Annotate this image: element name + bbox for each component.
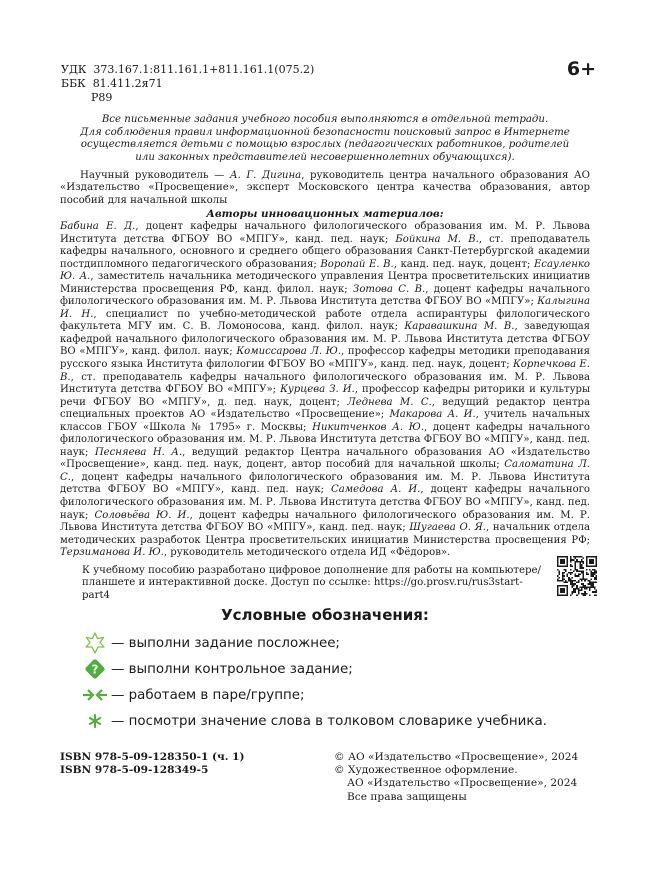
- author-name: Соловьёва Ю. И.: [94, 509, 190, 521]
- author-description: , доцент кафедры начального филологического образования им. М. Р. Львова Института детства ФГБОУ ВО «МПГУ»;: [60, 283, 590, 308]
- author-name: Калыгина И. Н.: [60, 296, 590, 320]
- author-description: , профессор кафедры риторики и культуры речи ФГБОУ ВО «МПГУ», д. пед. наук, доцент;: [60, 384, 591, 408]
- legend-title: Условные обозначения:: [221, 606, 429, 624]
- notice-line: или законных представителей несовершеннолетних обучающихся).: [135, 151, 515, 163]
- pair-arrows-icon: [81, 684, 109, 706]
- author-name: Терзиманова И. Ю.: [60, 547, 164, 559]
- author-description: , доцент кафедры начального филологического образования им. М. Р. Львова Института детства ФГБОУ ВО «МПГУ», канд. пед. наук;: [60, 471, 590, 496]
- star-outline-icon: [81, 632, 109, 654]
- author-description: , ведущий редактор центра специальных проектов АО «Издательство «Просвещение»;: [60, 396, 591, 421]
- author-name: Зотова С. В.: [353, 283, 426, 295]
- copyright-line: © Художественное оформление.: [334, 764, 518, 777]
- udk-line: УДК 373.167.1:811.161.1+811.161.1(075.2): [61, 63, 315, 76]
- author-description: , учитель начальных классов ГБОУ «Школа № 1795» г. Москвы;: [60, 409, 590, 433]
- asterisk-icon: [81, 710, 109, 732]
- author-name: Бабина Е. Д.: [60, 221, 136, 232]
- author-name: Курцева З. И.: [280, 384, 355, 396]
- author-description: , ст. преподаватель кафедры начального, основного и среднего общего образования Санкт-Петербургской академии постдипломного педагогического образования;: [60, 233, 591, 270]
- author-name: Комиссарова Л. Ю.: [236, 346, 342, 358]
- age-rating: 6+: [566, 58, 596, 80]
- authors-paragraph: [60, 221, 590, 560]
- isbn-block: [60, 751, 245, 777]
- isbn-line: ISBN 978-5-09-128350-1 (ч. 1): [60, 751, 245, 763]
- author-name: Песняева Н. А.: [94, 446, 183, 458]
- author-description: , доцент кафедры начального филологического образования им. М. Р. Львова Института детства ФГБОУ ВО «МПГУ», канд. пед. наук;: [60, 221, 591, 245]
- author-name: Воропай Е. В.: [320, 258, 394, 270]
- author-name: Корпечкова Е. В.: [60, 359, 590, 383]
- author-description: , специалист по учебно-методической работе отдела аспирантуры филологического факультета МГУ им. С. В. Ломоносова, канд. филол. наук;: [60, 308, 590, 333]
- author-description: , доцент кафедры начального филологического образования им. М. Р. Львова Института детства ФГБОУ ВО «МПГУ», канд. пед. наук;: [60, 509, 590, 534]
- author-name: Самедова А. И.: [331, 484, 421, 496]
- authors-heading: Авторы инновационных материалов:: [206, 208, 444, 220]
- question-diamond-icon: [81, 658, 109, 680]
- isbn-line: ISBN 978-5-09-128349-5: [60, 764, 209, 776]
- author-name: Леднева М. С.: [347, 396, 432, 408]
- author-description: , заместитель начальника методического управления Центра просветительских инициатив Министерства просвещения РФ, канд. филол. наук;: [60, 271, 590, 295]
- author-mark: Р89: [91, 91, 113, 104]
- legend-item-control-task: ? — выполни контрольное задание;: [81, 658, 353, 680]
- author-description: , доцент кафедры начального филологического образования им. М. Р. Львова Института детства ФГБОУ ВО «МПГУ», канд. пед. наук;: [60, 421, 590, 458]
- author-description: , ведущий редактор Центра начального образования АО «Издательство «Просвещение», канд. пед. наук, доцент, автор пособий для начальной школы;: [60, 446, 590, 471]
- author-description: , руководитель методического отдела ИД «Фёдоров».: [163, 547, 451, 559]
- supervisor-name: А. Г. Дигина: [229, 170, 302, 181]
- copyright-line: АО «Издательство «Просвещение», 2024: [347, 777, 578, 790]
- author-name: Никитченков А. Ю.: [312, 421, 425, 433]
- author-description: , заведующая кафедрой начального филологического образования им. М. Р. Львова Института детства ФГБОУ ВО «МПГУ», канд. филол. наук;: [60, 321, 591, 358]
- copyright-line: Все права защищены: [347, 790, 467, 803]
- classification-block: [61, 63, 314, 105]
- author-name: Есауленко Ю. А.: [60, 258, 590, 283]
- svg-text:?: ?: [91, 662, 99, 677]
- notice-line: Все письменные задания учебного пособия выполняются в отдельной тетради.: [101, 114, 549, 125]
- safety-notice: [60, 114, 590, 164]
- author-description: , ст. преподаватель кафедры начального филологического образования им. М. Р. Львова Института детства ФГБОУ ВО «МПГУ»;: [60, 371, 590, 396]
- author-name: Бойкина М. В.: [395, 233, 479, 245]
- bbk-line: ББК 81.411.2я71: [61, 77, 163, 90]
- notice-line: осуществляется детьми с помощью взрослых (педагогических работников, родителей: [80, 139, 570, 151]
- legend-item-dictionary: — посмотри значение слова в толковом словарике учебника.: [81, 710, 547, 732]
- copyright-line: © АО «Издательство «Просвещение», 2024: [334, 751, 579, 763]
- author-description: , начальник отдела методических разработок Центра просветительских инициатив Министерства просвещения РФ;: [60, 522, 591, 546]
- author-name: Саломатина Л. С.: [60, 459, 590, 483]
- copyright-block: [334, 751, 578, 804]
- legend-item-harder-task: — выполни задание посложнее;: [81, 632, 340, 654]
- author-name: Макарова А. И.: [389, 409, 476, 421]
- author-name: Каравашкина М. В.: [404, 321, 515, 333]
- legend-item-pair-work: — работаем в паре/группе;: [81, 684, 304, 706]
- qr-code[interactable]: [557, 556, 597, 596]
- notice-line: Для соблюдения правил информационной безопасности поисковый запрос в Интернете: [80, 126, 570, 138]
- author-name: Шугаева О. Я.: [409, 522, 487, 534]
- scientific-supervisor: Научный руководитель — А. Г. Дигина, руководитель центра начального образования АО «Издательство «Просвещение», эксперт Московского центра качества образования, автор пособий для начальной школы: [60, 170, 590, 206]
- author-description: , доцент кафедры начального филологического образования им. М. Р. Львова Института детства ФГБОУ ВО «МПГУ», канд. пед. наук;: [60, 484, 591, 521]
- author-description: , профессор кафедры методики преподавания русского языка Института филологии ФГБОУ ВО «МПГУ», канд. пед. наук, доцент;: [60, 346, 590, 371]
- digital-supplement-note: К учебному пособию разработано цифровое дополнение для работы на компьютере/планшете и интерактивной доске. Доступ по ссылке: https://go.prosv.ru/rus3start-part4: [82, 565, 541, 601]
- author-description: , канд. пед. наук, доцент;: [393, 258, 534, 270]
